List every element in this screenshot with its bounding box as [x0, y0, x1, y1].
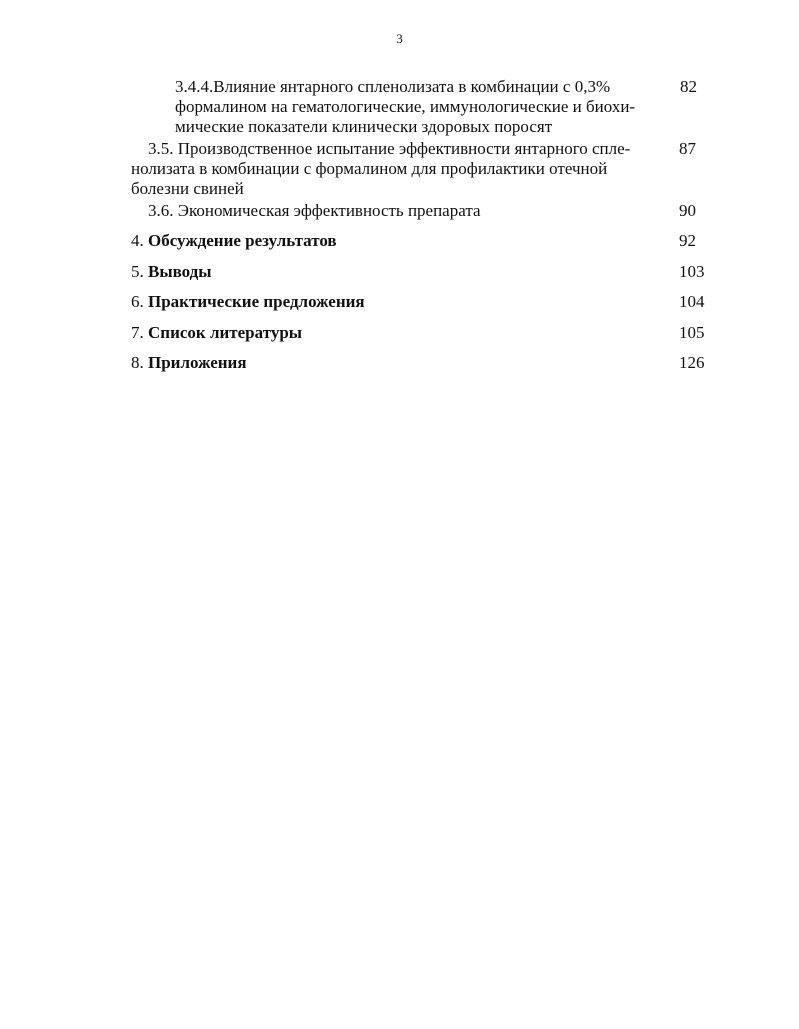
toc-entry-title: Выводы — [148, 262, 212, 281]
toc-entry-title: Приложения — [148, 353, 247, 372]
toc-entry-line: мические показатели клинически здоровых поросят — [175, 117, 553, 136]
toc-entry-title: 3.6. Экономическая эффективность препарата — [148, 201, 481, 220]
toc-entry-line: 3.5. Производственное испытание эффективности янтарного спле- — [148, 139, 631, 158]
toc-entry-line: формалином на гематологические, иммунологические и биохи- — [175, 97, 636, 116]
toc-entry-4 — [131, 231, 731, 253]
toc-page-number: 103 — [679, 262, 705, 281]
toc-entry-3-4-4 — [175, 77, 735, 139]
toc-entry-title: Список литературы — [148, 323, 303, 342]
toc-entry-number: 4. — [131, 231, 144, 250]
toc-entry-line: болезни свиней — [131, 179, 244, 198]
toc-entry-8 — [131, 353, 731, 375]
toc-entry-line: 3.4.4.Влияние янтарного спленолизата в комбинации с 0,3% — [175, 77, 611, 96]
toc-entry-3-6 — [148, 201, 728, 223]
toc-entry-3-5 — [131, 139, 731, 201]
toc-entry-7 — [131, 323, 731, 345]
toc-entry-text — [175, 77, 635, 137]
toc-entry-line: нолизата в комбинации с формалином для профилактики отечной — [131, 159, 608, 178]
toc-page-number: 92 — [679, 231, 696, 250]
toc-entry-title: Обсуждение результатов — [148, 231, 337, 250]
toc-page-number: 82 — [680, 77, 697, 96]
toc-page-number: 90 — [679, 201, 696, 220]
toc-page-number: 105 — [679, 323, 705, 342]
toc-entry-title: Практические предложения — [148, 292, 365, 311]
toc-entry-number: 6. — [131, 292, 144, 311]
toc-entry-number: 5. — [131, 262, 144, 281]
toc-page-number: 104 — [679, 292, 705, 311]
toc-entry-number: 7. — [131, 323, 144, 342]
toc-entry-5 — [131, 262, 731, 284]
toc-entry-text — [131, 139, 630, 199]
toc-entry-6 — [131, 292, 731, 314]
toc-page-number: 87 — [679, 139, 696, 158]
toc-entry-number: 8. — [131, 353, 144, 372]
toc-page-number: 126 — [679, 353, 705, 372]
page-number: 3 — [396, 31, 403, 46]
